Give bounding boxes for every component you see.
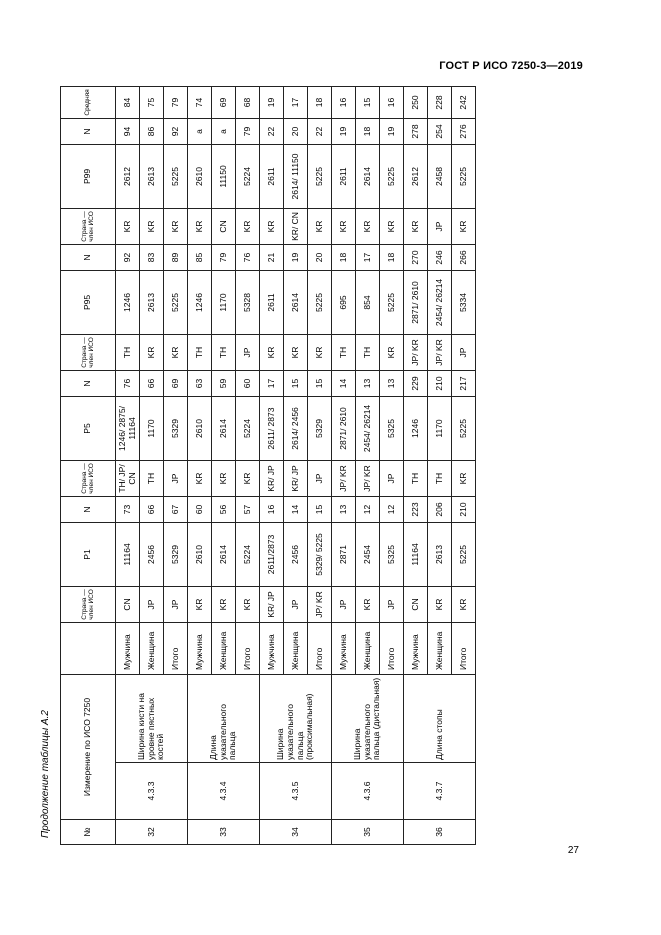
cell-p99: 2611 <box>332 144 356 208</box>
cell-sex: Мужчина <box>116 622 140 674</box>
cell-n-p1: 12 <box>380 496 404 522</box>
cell-p99: 5225 <box>452 144 476 208</box>
cell-country-p99: KR <box>140 208 164 244</box>
cell-p5: 2611/ 2873 <box>260 396 284 460</box>
cell-n-p5: 63 <box>188 370 212 396</box>
cell-country-p1: JP <box>332 586 356 622</box>
cell-n-p99: 276 <box>452 118 476 144</box>
col-header-p1: P1 <box>61 522 116 586</box>
cell-n-p99: 22 <box>260 118 284 144</box>
cell-n-p99: a <box>188 118 212 144</box>
cell-n-p1: 14 <box>284 496 308 522</box>
cell-sex: Итого <box>308 622 332 674</box>
cell-mean: 19 <box>260 86 284 118</box>
cell-n-p95: 17 <box>356 244 380 270</box>
cell-p95: 695 <box>332 270 356 334</box>
cell-n-p95: 270 <box>404 244 428 270</box>
cell-mean: 16 <box>332 86 356 118</box>
cell-p1: 2454 <box>356 522 380 586</box>
cell-p95: 1170 <box>212 270 236 334</box>
cell-n-p99: 18 <box>356 118 380 144</box>
cell-country-p95: JP/ KR <box>428 334 452 370</box>
cell-p5: 2871/ 2610 <box>332 396 356 460</box>
cell-country-p99: KR <box>404 208 428 244</box>
col-header-country-p5: Страна — член ИСО <box>61 460 116 496</box>
table-row <box>188 86 212 844</box>
cell-sex: Женщина <box>140 622 164 674</box>
table-row <box>116 86 140 844</box>
cell-country-p99: KR <box>380 208 404 244</box>
table-body <box>116 86 476 844</box>
cell-sex: Мужчина <box>404 622 428 674</box>
cell-sex: Женщина <box>428 622 452 674</box>
cell-n-p99: a <box>212 118 236 144</box>
cell-measurement-name: Ширина указательного пальца (проксимальная) <box>260 674 332 762</box>
cell-p99: 5225 <box>380 144 404 208</box>
col-header-n-p1: N <box>61 496 116 522</box>
cell-measurement-name: Длина указательного пальца <box>188 674 260 762</box>
cell-p99: 5224 <box>236 144 260 208</box>
cell-country-p95: TH <box>116 334 140 370</box>
table-caption: Продолжение таблицы А.2 <box>40 710 51 838</box>
cell-p95: 1246 <box>188 270 212 334</box>
cell-p1: 11164 <box>404 522 428 586</box>
cell-country-p99: CN <box>212 208 236 244</box>
cell-mean: 75 <box>140 86 164 118</box>
cell-country-p99: KR <box>236 208 260 244</box>
cell-p1: 2456 <box>140 522 164 586</box>
cell-number: 34 <box>260 820 332 845</box>
cell-sex: Итого <box>380 622 404 674</box>
cell-code: 4.3.5 <box>260 763 332 820</box>
cell-country-p1: JP <box>284 586 308 622</box>
cell-p1: 2456 <box>284 522 308 586</box>
cell-p99: 2611 <box>260 144 284 208</box>
cell-country-p95: JP <box>236 334 260 370</box>
col-header-country-p99: Страна — член ИСО <box>61 208 116 244</box>
col-header-measurement: Измерение по ИСО 7250 <box>61 674 116 819</box>
cell-p5: 2614/ 2456 <box>284 396 308 460</box>
cell-p1: 5225 <box>452 522 476 586</box>
cell-country-p5: KR/ JP <box>284 460 308 496</box>
cell-n-p99: 92 <box>164 118 188 144</box>
standard-designation: ГОСТ Р ИСО 7250-3—2019 <box>439 60 583 72</box>
cell-p99: 2614 <box>356 144 380 208</box>
col-header-p95: P95 <box>61 270 116 334</box>
cell-sex: Мужчина <box>332 622 356 674</box>
cell-p95: 5328 <box>236 270 260 334</box>
cell-mean: 228 <box>428 86 452 118</box>
cell-code: 4.3.3 <box>116 763 188 820</box>
cell-country-p95: TH <box>356 334 380 370</box>
cell-p5: 1170 <box>140 396 164 460</box>
cell-code: 4.3.7 <box>404 763 476 820</box>
cell-country-p5: KR <box>236 460 260 496</box>
cell-country-p5: TH/ JP/ CN <box>116 460 140 496</box>
cell-p99: 2610 <box>188 144 212 208</box>
cell-country-p1: JP <box>164 586 188 622</box>
cell-p5: 5225 <box>452 396 476 460</box>
cell-mean: 250 <box>404 86 428 118</box>
cell-country-p5: JP/ KR <box>356 460 380 496</box>
header-row <box>61 86 116 844</box>
cell-n-p5: 229 <box>404 370 428 396</box>
cell-n-p5: 13 <box>356 370 380 396</box>
cell-n-p5: 210 <box>428 370 452 396</box>
cell-p1: 2613 <box>428 522 452 586</box>
col-header-n-p5: N <box>61 370 116 396</box>
cell-mean: 69 <box>212 86 236 118</box>
cell-n-p5: 76 <box>116 370 140 396</box>
cell-country-p1: KR <box>188 586 212 622</box>
cell-mean: 242 <box>452 86 476 118</box>
table-row <box>260 86 284 844</box>
cell-p99: 2612 <box>404 144 428 208</box>
cell-p95: 5334 <box>452 270 476 334</box>
cell-country-p95: KR <box>164 334 188 370</box>
cell-n-p5: 217 <box>452 370 476 396</box>
col-header-no: № <box>61 820 116 845</box>
col-header-country-p95: Страна — член ИСО <box>61 334 116 370</box>
cell-p1: 5325 <box>380 522 404 586</box>
cell-mean: 84 <box>116 86 140 118</box>
cell-p1: 5329/ 5225 <box>308 522 332 586</box>
cell-country-p1: CN <box>404 586 428 622</box>
cell-n-p1: 16 <box>260 496 284 522</box>
cell-country-p5: JP <box>308 460 332 496</box>
cell-country-p5: KR/ JP <box>260 460 284 496</box>
cell-n-p95: 19 <box>284 244 308 270</box>
cell-sex: Итого <box>236 622 260 674</box>
cell-country-p5: TH <box>404 460 428 496</box>
cell-p99: 5225 <box>308 144 332 208</box>
cell-country-p95: JP <box>452 334 476 370</box>
cell-country-p5: JP <box>164 460 188 496</box>
cell-country-p99: KR <box>452 208 476 244</box>
cell-country-p95: TH <box>332 334 356 370</box>
cell-country-p95: KR <box>140 334 164 370</box>
cell-n-p99: 19 <box>332 118 356 144</box>
cell-p5: 2610 <box>188 396 212 460</box>
cell-n-p95: 18 <box>380 244 404 270</box>
cell-n-p99: 86 <box>140 118 164 144</box>
cell-n-p1: 13 <box>332 496 356 522</box>
cell-country-p5: TH <box>428 460 452 496</box>
cell-n-p1: 60 <box>188 496 212 522</box>
cell-n-p5: 14 <box>332 370 356 396</box>
cell-measurement-name: Ширина кисти на уровне пястных костей <box>116 674 188 762</box>
cell-country-p5: JP/ KR <box>332 460 356 496</box>
cell-p95: 5225 <box>308 270 332 334</box>
cell-sex: Женщина <box>212 622 236 674</box>
cell-number: 32 <box>116 820 188 845</box>
cell-country-p1: KR <box>236 586 260 622</box>
cell-sex: Мужчина <box>260 622 284 674</box>
cell-p95: 5225 <box>164 270 188 334</box>
cell-country-p1: KR <box>428 586 452 622</box>
cell-n-p1: 12 <box>356 496 380 522</box>
col-header-sex <box>61 622 116 674</box>
cell-mean: 17 <box>284 86 308 118</box>
page-number: 27 <box>567 845 579 856</box>
cell-mean: 68 <box>236 86 260 118</box>
cell-n-p99: 94 <box>116 118 140 144</box>
cell-number: 35 <box>332 820 404 845</box>
col-header-country-p1: Страна — член ИСО <box>61 586 116 622</box>
cell-p1: 5329 <box>164 522 188 586</box>
cell-n-p1: 73 <box>116 496 140 522</box>
cell-sex: Женщина <box>284 622 308 674</box>
table-row <box>404 86 428 844</box>
cell-mean: 16 <box>380 86 404 118</box>
cell-country-p99: KR <box>332 208 356 244</box>
cell-country-p5: KR <box>212 460 236 496</box>
col-header-p5: P5 <box>61 396 116 460</box>
cell-n-p1: 210 <box>452 496 476 522</box>
cell-p95: 2614 <box>284 270 308 334</box>
cell-n-p5: 66 <box>140 370 164 396</box>
cell-p99: 5225 <box>164 144 188 208</box>
cell-code: 4.3.6 <box>332 763 404 820</box>
cell-sex: Итого <box>452 622 476 674</box>
cell-n-p5: 15 <box>284 370 308 396</box>
cell-sex: Мужчина <box>188 622 212 674</box>
cell-number: 36 <box>404 820 476 845</box>
cell-number: 33 <box>188 820 260 845</box>
cell-p1: 5224 <box>236 522 260 586</box>
cell-n-p95: 92 <box>116 244 140 270</box>
cell-country-p1: KR <box>212 586 236 622</box>
cell-p99: 2612 <box>116 144 140 208</box>
measurements-table <box>60 86 476 845</box>
cell-n-p99: 20 <box>284 118 308 144</box>
cell-p95: 2871/ 2610 <box>404 270 428 334</box>
cell-mean: 74 <box>188 86 212 118</box>
cell-country-p99: KR <box>188 208 212 244</box>
cell-p99: 2614/ 11150 <box>284 144 308 208</box>
cell-p95: 1246 <box>116 270 140 334</box>
cell-p5: 5329 <box>164 396 188 460</box>
cell-n-p1: 57 <box>236 496 260 522</box>
rotated-table-container <box>60 89 580 845</box>
cell-n-p1: 223 <box>404 496 428 522</box>
cell-measurement-name: Ширина указательного пальца (дистальная) <box>332 674 404 762</box>
cell-n-p95: 266 <box>452 244 476 270</box>
col-header-n-p99: N <box>61 118 116 144</box>
cell-n-p95: 89 <box>164 244 188 270</box>
cell-country-p99: JP <box>428 208 452 244</box>
cell-p1: 2614 <box>212 522 236 586</box>
cell-country-p99: KR <box>260 208 284 244</box>
cell-n-p1: 66 <box>140 496 164 522</box>
cell-country-p5: TH <box>140 460 164 496</box>
cell-p95: 5225 <box>380 270 404 334</box>
cell-country-p99: KR <box>356 208 380 244</box>
cell-sex: Итого <box>164 622 188 674</box>
cell-p5: 5329 <box>308 396 332 460</box>
cell-n-p99: 254 <box>428 118 452 144</box>
cell-country-p1: KR <box>452 586 476 622</box>
cell-p99: 2613 <box>140 144 164 208</box>
cell-p1: 2610 <box>188 522 212 586</box>
table-row <box>332 86 356 844</box>
cell-n-p5: 59 <box>212 370 236 396</box>
cell-p1: 2871 <box>332 522 356 586</box>
cell-country-p99: KR/ CN <box>284 208 308 244</box>
cell-n-p99: 278 <box>404 118 428 144</box>
cell-country-p1: KR <box>356 586 380 622</box>
cell-code: 4.3.4 <box>188 763 260 820</box>
cell-country-p1: JP/ KR <box>308 586 332 622</box>
cell-p5: 1170 <box>428 396 452 460</box>
cell-p95: 2611 <box>260 270 284 334</box>
cell-p5: 5224 <box>236 396 260 460</box>
cell-country-p95: JP/ KR <box>404 334 428 370</box>
cell-country-p1: JP <box>140 586 164 622</box>
cell-n-p95: 20 <box>308 244 332 270</box>
cell-n-p99: 19 <box>380 118 404 144</box>
cell-n-p5: 15 <box>308 370 332 396</box>
cell-n-p1: 67 <box>164 496 188 522</box>
cell-measurement-name: Длина стопы <box>404 674 476 762</box>
cell-p99: 11150 <box>212 144 236 208</box>
cell-country-p1: CN <box>116 586 140 622</box>
cell-country-p99: KR <box>116 208 140 244</box>
cell-p95: 2454/ 26214 <box>428 270 452 334</box>
cell-n-p5: 69 <box>164 370 188 396</box>
cell-n-p95: 85 <box>188 244 212 270</box>
cell-mean: 79 <box>164 86 188 118</box>
cell-p5: 2454/ 26214 <box>356 396 380 460</box>
cell-p5: 5325 <box>380 396 404 460</box>
cell-country-p95: TH <box>188 334 212 370</box>
cell-country-p95: KR <box>260 334 284 370</box>
col-header-n-p95: N <box>61 244 116 270</box>
col-header-p99: P99 <box>61 144 116 208</box>
cell-n-p99: 79 <box>236 118 260 144</box>
cell-country-p99: KR <box>308 208 332 244</box>
cell-country-p99: KR <box>164 208 188 244</box>
cell-p5: 1246/ 2875/ 11164 <box>116 396 140 460</box>
cell-n-p1: 15 <box>308 496 332 522</box>
cell-p5: 2614 <box>212 396 236 460</box>
cell-n-p95: 18 <box>332 244 356 270</box>
cell-p99: 2458 <box>428 144 452 208</box>
cell-n-p95: 83 <box>140 244 164 270</box>
cell-p1: 11164 <box>116 522 140 586</box>
cell-mean: 18 <box>308 86 332 118</box>
cell-country-p95: KR <box>308 334 332 370</box>
cell-n-p95: 21 <box>260 244 284 270</box>
cell-country-p1: KR/ JP <box>260 586 284 622</box>
cell-p5: 1246 <box>404 396 428 460</box>
cell-country-p95: KR <box>284 334 308 370</box>
cell-n-p95: 246 <box>428 244 452 270</box>
cell-country-p95: KR <box>380 334 404 370</box>
cell-country-p95: TH <box>212 334 236 370</box>
cell-n-p95: 79 <box>212 244 236 270</box>
cell-n-p1: 56 <box>212 496 236 522</box>
col-header-mean: Средняя <box>61 86 116 118</box>
cell-n-p1: 206 <box>428 496 452 522</box>
cell-n-p99: 22 <box>308 118 332 144</box>
cell-p95: 2613 <box>140 270 164 334</box>
cell-country-p5: KR <box>452 460 476 496</box>
cell-p95: 854 <box>356 270 380 334</box>
cell-p1: 2611/2873 <box>260 522 284 586</box>
cell-n-p5: 17 <box>260 370 284 396</box>
cell-mean: 15 <box>356 86 380 118</box>
cell-country-p5: KR <box>188 460 212 496</box>
cell-n-p5: 13 <box>380 370 404 396</box>
cell-country-p1: JP <box>380 586 404 622</box>
cell-country-p5: JP <box>380 460 404 496</box>
cell-sex: Женщина <box>356 622 380 674</box>
cell-n-p95: 76 <box>236 244 260 270</box>
cell-n-p5: 60 <box>236 370 260 396</box>
